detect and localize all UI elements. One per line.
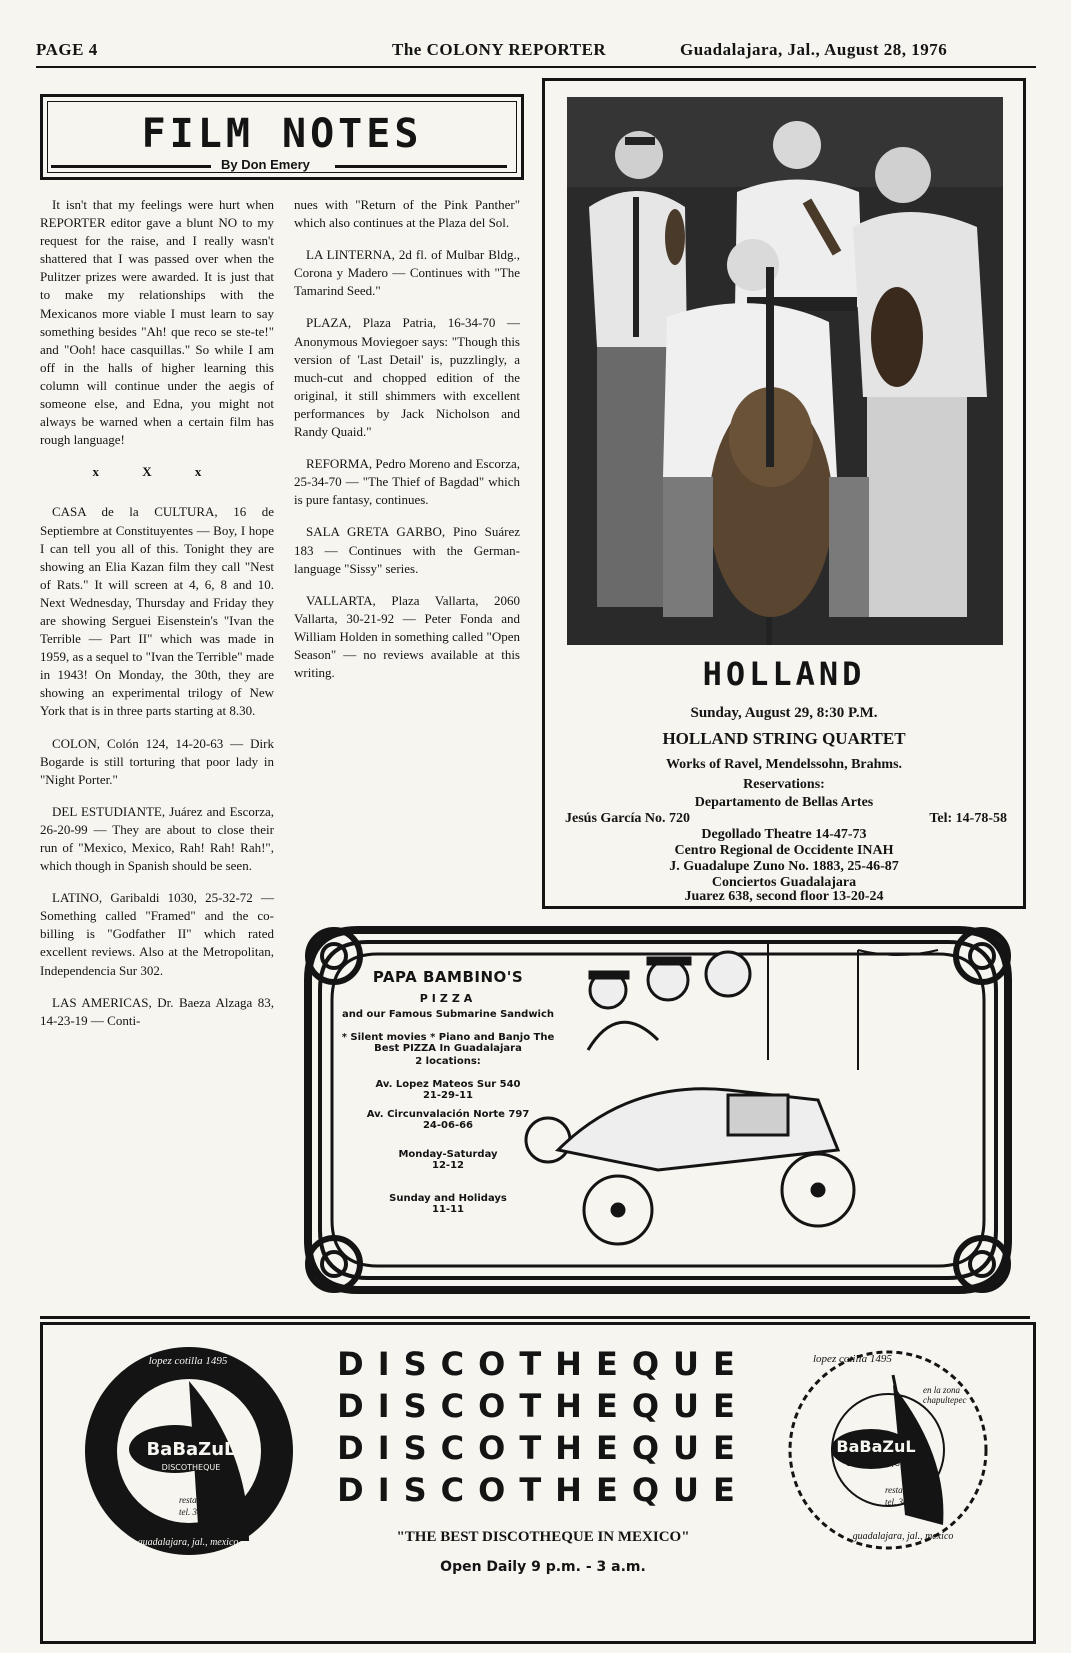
venue-bellas-artes-tel: Tel: 14-78-58 (929, 811, 1007, 826)
discotheque-heading-3: DISCOTHEQUE (337, 1429, 749, 1467)
listing-del-estudiante: DEL ESTUDIANTE, Juárez and Escorza, 26-20-99 — They are about to close their run of "Mexico, Mexico, Rah! Rah! Rah!", which though in Spanish should be seen. (40, 803, 274, 874)
listing-las-americas: LAS AMERICAS, Dr. Baeza Alzaga 83, 14-23-19 — Conti- (40, 994, 274, 1028)
film-notes-title: FILM NOTES (141, 111, 423, 157)
venue-degollado: Degollado Theatre 14-47-73 (701, 827, 867, 842)
dateline: Guadalajara, Jal., August 28, 1976 (680, 40, 948, 59)
discotheque-slogan: "THE BEST DISCOTHEQUE IN MEXICO" (396, 1529, 690, 1545)
masthead-rule (36, 66, 1036, 68)
logo-right-zone: en la zona chapultepec (923, 1385, 967, 1405)
papa-bambinos-ad (298, 920, 1018, 1300)
vintage-car-illustration (526, 940, 938, 1244)
logo-right-sub: DISCOTHEQUE (846, 1459, 906, 1468)
hours-weekend: Sunday and Holidays (389, 1193, 507, 1204)
locations-label: 2 locations: (415, 1056, 481, 1067)
logo-left-sub: DISCOTHEQUE (161, 1463, 221, 1472)
listing-la-linterna: LA LINTERNA, 2d fl. of Mulbar Bldg., Corona y Madero — Continues with "The Tamarind Seed." (294, 247, 520, 299)
logo-left-type: restaurant-bar (179, 1495, 232, 1505)
discotheque-hours: Open Daily 9 p.m. - 3 a.m. (440, 1559, 646, 1575)
venue-conciertos-address: Juarez 638, second floor 13-20-24 (684, 889, 884, 904)
babazul-discotheque-ad (40, 1322, 1036, 1644)
byline: By Don Emery (221, 157, 310, 172)
reservations-label: Reservations: (743, 777, 825, 792)
logo-right-city: guadalajara, jal., mexico (852, 1531, 954, 1542)
listing-sala-greta-garbo: SALA GRETA GARBO, Pino Suárez 183 — Continues with the German-language "Sissy" series. (294, 524, 520, 576)
byline-rule-right (335, 165, 507, 168)
listing-plaza: PLAZA, Plaza Patria, 16-34-70 — Anonymous Moviegoer says: "Though this version of 'Last Detail' is, puzzlingly, a much-cut and chopped edition of the original, it still shimmers with excellent performances by Jack Nicholson and Randy Quaid." (294, 315, 520, 440)
location-2: Av. Circunvalación Norte 797 (366, 1109, 530, 1120)
logo-right-tel: tel. 30-07-69 (885, 1497, 932, 1507)
listing-las-americas-cont: nues with "Return of the Pink Panther" which also continues at the Plaza del Sol. (294, 197, 520, 231)
logo-left-address: lopez cotilla 1495 (148, 1355, 228, 1367)
venue-inah-address: J. Guadalupe Zuno No. 1883, 25-46-87 (669, 859, 899, 874)
listing-vallarta: VALLARTA, Plaza Vallarta, 2060 Vallarta, 30-21-92 — Peter Fonda and William Holden in something called "Open Season" — no reviews available at this writing. (294, 592, 520, 681)
program-works: Works of Ravel, Mendelssohn, Brahms. (665, 757, 903, 772)
location-1-tel: 21-29-11 (422, 1090, 474, 1101)
listing-colon: COLON, Colón 124, 14-20-63 — Dirk Bogarde is still torturing that poor lady in "Night Porter." (40, 735, 274, 787)
concert-date: Sunday, August 29, 8:30 P.M. (690, 705, 878, 721)
logo-right-address: lopez cotilla 1495 (813, 1353, 892, 1365)
features-line: * Silent movies * Piano and Banjo The Best PIZZA In Guadalajara (341, 1032, 555, 1054)
discotheque-heading-4: DISCOTHEQUE (337, 1471, 749, 1509)
logo-left-name: BaBaZuL (146, 1439, 236, 1460)
holland-quartet-ad (542, 78, 1026, 909)
film-notes-column-1 (40, 196, 274, 1044)
venue-inah: Centro Regional de Occidente INAH (674, 843, 894, 858)
listing-latino: LATINO, Garibaldi 1030, 25-32-72 — Something called "Framed" and the co-billing is "Godfather II" which rated excellent reviews. Also at the Metropolitan, Independencia Sur 302. (40, 890, 274, 978)
listing-casa-de-la-cultura: CASA de la CULTURA, 16 de Septiembre at Constituyentes — Boy, I hope I can tell you all of this. Tonight they are showing an Elia Kazan film they call "Nest of Rats." It will screen at 4, 6, 8 and 10. Next Wednesday, Thursday and Friday they are showing Serguei Eisenstein's "Ivan the Terrible — Part II" which was made in 1959, as a sequel to "Ivan the Terrible" made in 1943! On Monday, the 30th, they are showing an experimental trilogy of New York that is in three parts starting at 8.30. (40, 504, 274, 719)
discotheque-heading-1: DISCOTHEQUE (337, 1345, 749, 1383)
venue-conciertos: Conciertos Guadalajara (711, 875, 857, 890)
logo-right-type: restaurant-bar (885, 1485, 938, 1495)
discotheque-heading-2: DISCOTHEQUE (337, 1387, 749, 1425)
sandwich-line: and our Famous Submarine Sandwich (341, 1009, 555, 1020)
venue-bellas-artes-address: Jesús García No. 720 (565, 811, 690, 826)
byline-rule-left (51, 165, 211, 168)
hours-weekday: Monday-Saturday (398, 1149, 498, 1160)
hours-weekend-time: 11-11 (432, 1204, 464, 1215)
film-notes-header (40, 94, 524, 180)
disco-top-rule (40, 1316, 1030, 1319)
location-2-tel: 24-06-66 (422, 1120, 474, 1131)
section-separator: x X x (92, 464, 222, 480)
logo-left-city: guadalajara, jal., mexico (137, 1537, 239, 1548)
film-notes-column-2 (294, 196, 520, 696)
listing-reforma: REFORMA, Pedro Moreno and Escorza, 25-34-70 — "The Thief of Bagdad" which is pure fantasy, continues. (294, 456, 520, 508)
page-number: PAGE 4 (36, 40, 98, 59)
venue-bellas-artes: Departamento de Bellas Artes (694, 795, 874, 810)
quartet-name: HOLLAND STRING QUARTET (662, 729, 906, 748)
intro-paragraph: It isn't that my feelings were hurt when REPORTER editor gave a blunt NO to my request for the raise, and I really wasn't shattered that I was passed over when the Pulitzer prizes were awarded. It is just that to make my relationships with the Mexicanos more viable I must learn to say something besides "Ah! que reco se ste-te!" and "Ooh! hace casquillas." So while I am off in the halls of higher learning this column will continue under the aegis of someone else, and Edna, you might not always be warned when a certain film has rough language! (40, 197, 274, 448)
location-1: Av. Lopez Mateos Sur 540 (375, 1079, 521, 1090)
masthead (36, 40, 1036, 66)
restaurant-name: PAPA BAMBINO'S (372, 968, 524, 986)
quartet-photo (567, 97, 1003, 645)
holland-title: HOLLAND (702, 655, 866, 693)
pizza-label: PIZZA (419, 992, 477, 1005)
papa-text-block (338, 968, 558, 1215)
logo-left-tel: tel. 30-07-69 (179, 1507, 226, 1517)
newspaper-name: The COLONY REPORTER (392, 40, 607, 59)
logo-right-name: BaBaZuL (836, 1437, 916, 1456)
hours-weekday-time: 12-12 (432, 1160, 464, 1171)
